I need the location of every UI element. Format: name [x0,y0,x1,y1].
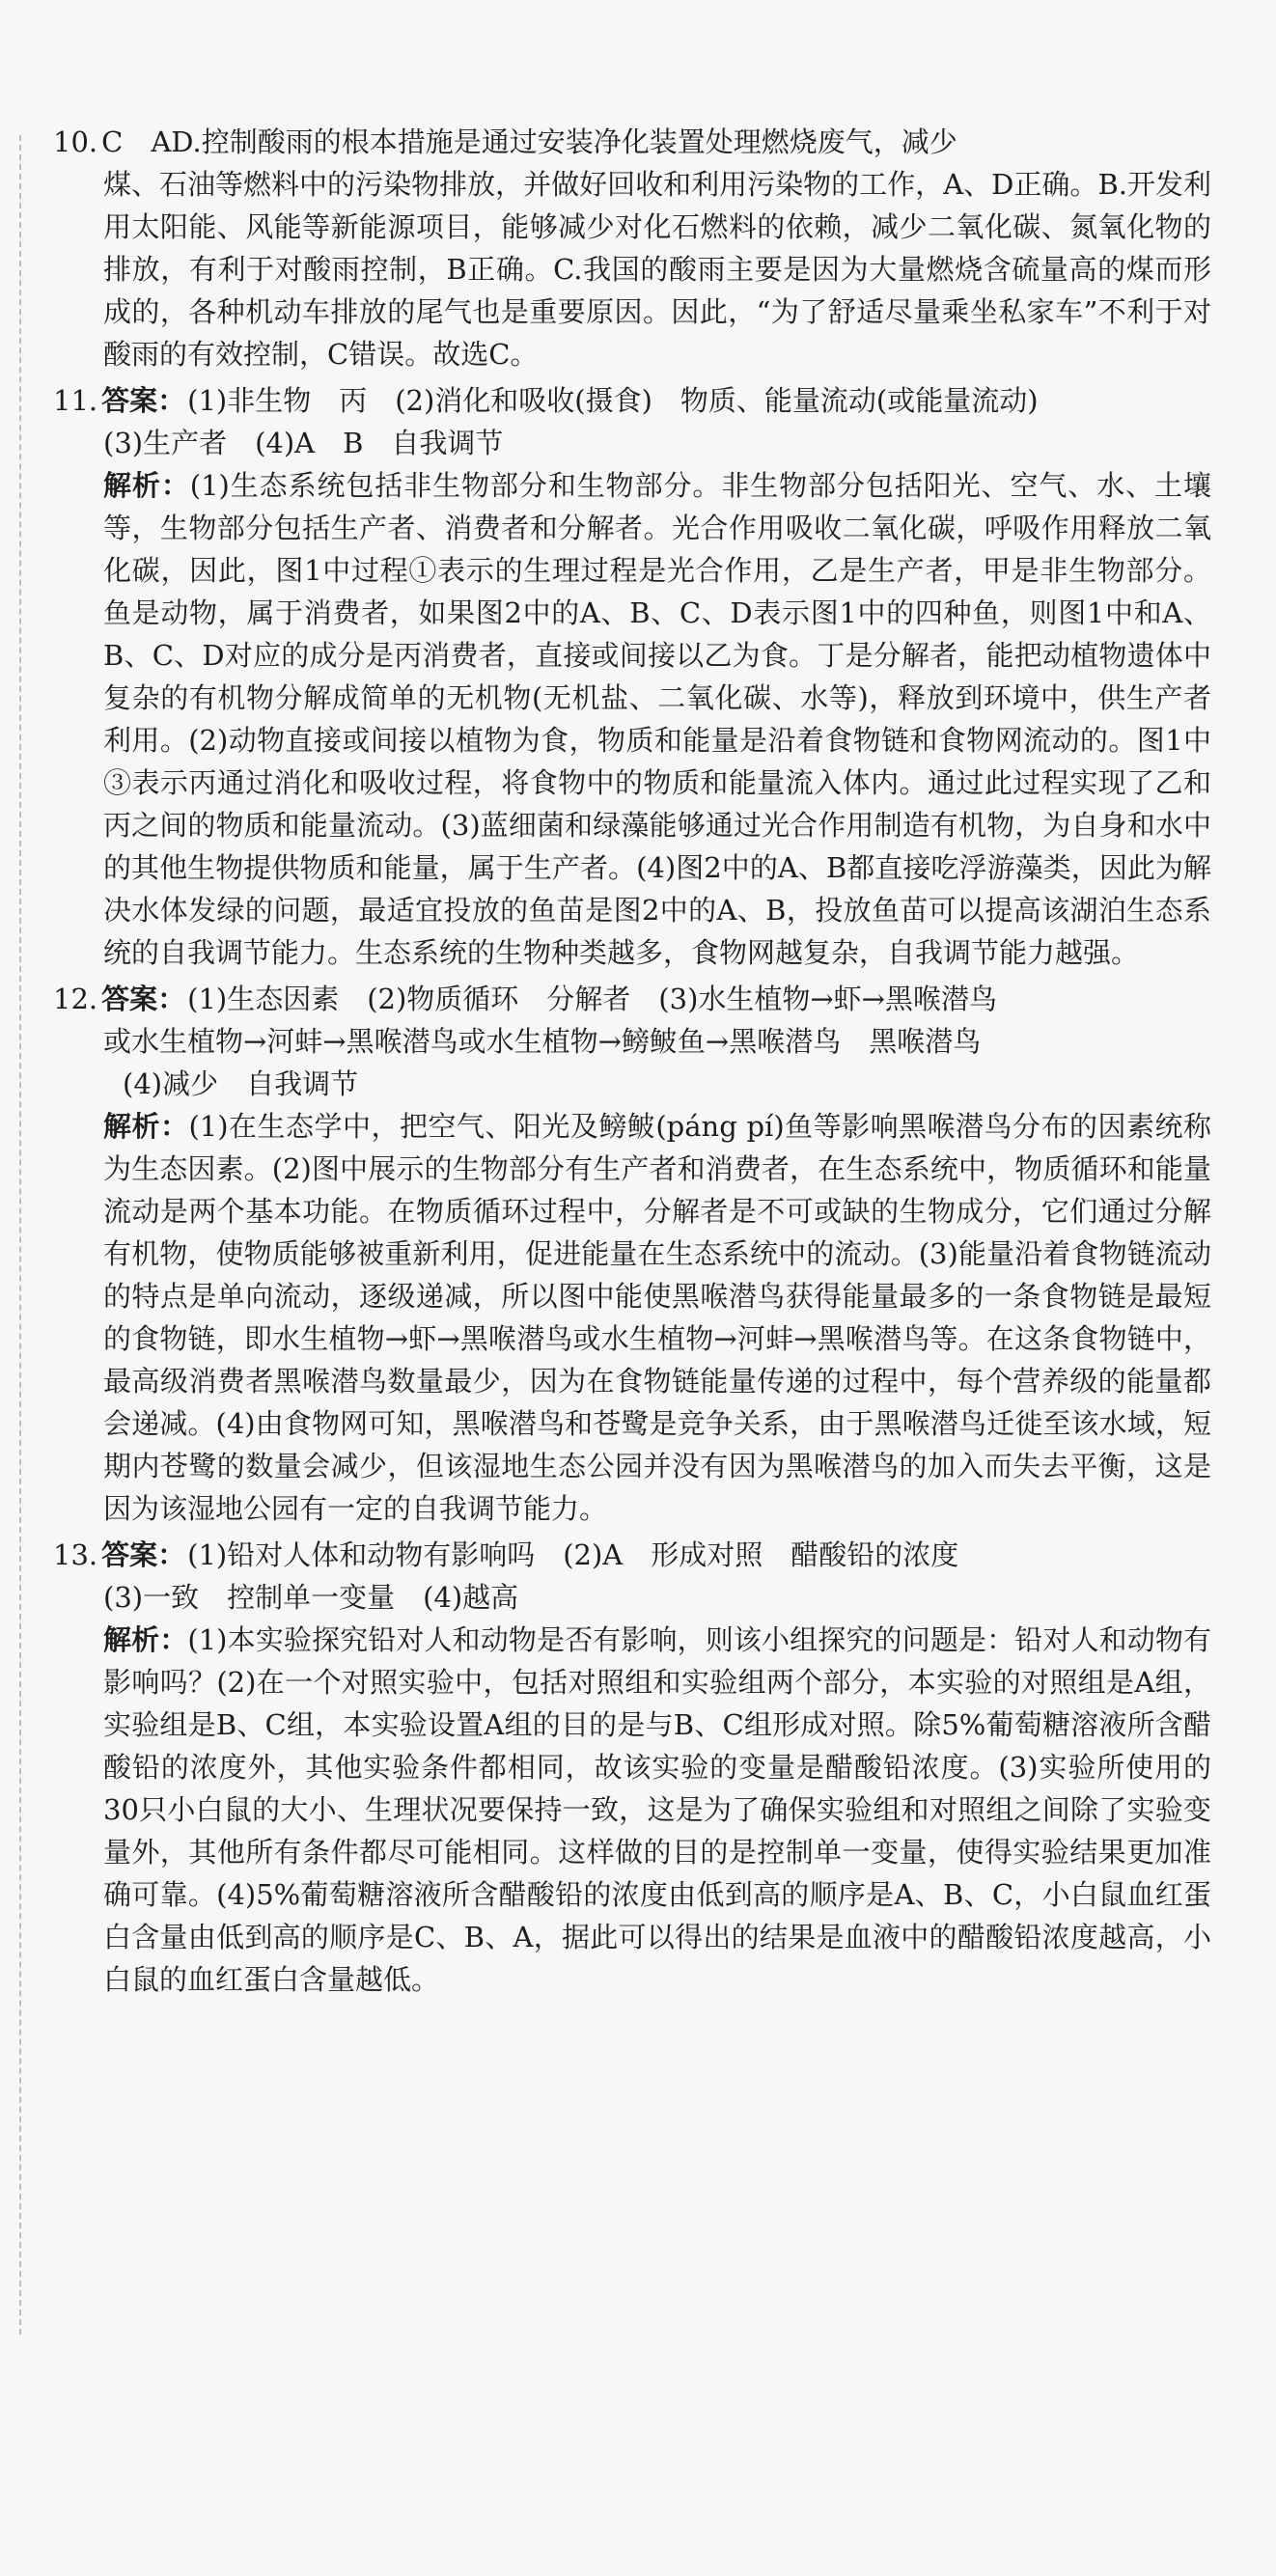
question-13-analysis [53,1619,1211,2001]
question-12-analysis [53,1105,1211,1530]
answer-text: (1)生态因素 (2)物质循环 分解者 (3)水生植物→虾→黑喉潜鸟 [187,983,997,1015]
question-10-first-line: C AD.控制酸雨的根本措施是通过安装净化装置处理燃烧废气，减少 [101,125,957,158]
answer-text-cont: (4)减少 自我调节 [123,1067,359,1100]
answer-text-cont: 或水生植物→河蚌→黑喉潜鸟或水生植物→鳑鲏鱼→黑喉潜鸟 黑喉潜鸟 [103,1025,982,1058]
question-10-head [53,121,1211,163]
analysis-text: (1)本实验探究铅对人和动物是否有影响，则该小组探究的问题是：铅对人和动物有影响吗？(2)在一个对照实验中，包括对照组和实验组两个部分，本实验的对照组是A组，实验组是B、C组，本实验设置A组的目的是与B、C组形成对照。除5%葡萄糖溶液所含醋酸铅的浓度外，其他实验条件都相同，故该实验的变量是醋酸铅浓度。(3)实验所使用的30只小白鼠的大小、生理状况要保持一致，这是为了确保实验组和对照组之间除了实验变量外，其他所有条件都尽可能相同。这样做的目的是控制单一变量，使得实验结果更加准确可靠。(4)5%葡萄糖溶液所含醋酸铅的浓度由低到高的顺序是A、B、C，小白鼠血红蛋白含量由低到高的顺序是C、B、A，据此可以得出的结果是血液中的醋酸铅浓度越高，小白鼠的血红蛋白含量越低。 [103,1623,1211,1996]
answer-text-cont: (3)一致 控制单一变量 (4)越高 [103,1581,519,1614]
question-number: 12. [53,983,98,1015]
question-13 [53,1534,1211,2001]
answer-label: 答案： [101,983,186,1015]
question-10-explanation: 煤、石油等燃料中的污染物排放，并做好回收和利用污染物的工作，A、D正确。B.开发利用太阳能、风能等新能源项目，能够减少对化石燃料的依赖，减少二氧化碳、氮氧化物的排放，有利于对酸雨控制，B正确。C.我国的酸雨主要是因为大量燃烧含硫量高的煤而形成的，各种机动车排放的尾气也是重要原因。因此，“为了舒适尽量乘坐私家车”不利于对酸雨的有效控制，C错误。故选C。 [103,168,1211,371]
question-number: 13. [53,1538,98,1571]
question-11-answer [53,379,1211,422]
answer-text: (1)铅对人体和动物有影响吗 (2)A 形成对照 醋酸铅的浓度 [187,1538,959,1571]
question-12 [53,978,1211,1530]
question-number: 10. [53,125,98,158]
analysis-label: 解析： [103,1623,188,1656]
question-11 [53,379,1211,974]
analysis-text: (1)生态系统包括非生物部分和生物部分。非生物部分包括阳光、空气、水、土壤等，生物部分包括生产者、消费者和分解者。光合作用吸收二氧化碳，呼吸作用释放二氧化碳，因此，图1中过程①表示的生理过程是光合作用，乙是生产者，甲是非生物部分。鱼是动物，属于消费者，如果图2中的A、B、C、D表示图1中的四种鱼，则图1中和A、B、C、D对应的成分是丙消费者，直接或间接以乙为食。丁是分解者，能把动植物遗体中复杂的有机物分解成简单的无机物(无机盐、二氧化碳、水等)，释放到环境中，供生产者利用。(2)动物直接或间接以植物为食，物质和能量是沿着食物链和食物网流动的。图1中③表示丙通过消化和吸收过程，将食物中的物质和能量流入体内。通过此过程实现了乙和丙之间的物质和能量流动。(3)蓝细菌和绿藻能够通过光合作用制造有机物，为自身和水中的其他生物提供物质和能量，属于生产者。(4)图2中的A、B都直接吃浮游藻类，因此为解决水体发绿的问题，最适宜投放的鱼苗是图2中的A、B，投放鱼苗可以提高该湖泊生态系统的自我调节能力。生态系统的生物种类越多，食物网越复杂，自我调节能力越强。 [103,469,1211,969]
analysis-text: (1)在生态学中，把空气、阳光及鳑鲏(páng pí)鱼等影响黑喉潜鸟分布的因素统称为生态因素。(2)图中展示的生物部分有生产者和消费者，在生态系统中，物质循环和能量流动是两个基本功能。在物质循环过程中，分解者是不可或缺的生物成分，它们通过分解有机物，使物质能够被重新利用，促进能量在生态系统中的流动。(3)能量沿着食物链流动的特点是单向流动，逐级递减，所以图中能使黑喉潜鸟获得能量最多的一条食物链是最短的食物链，即水生植物→虾→黑喉潜鸟或水生植物→河蚌→黑喉潜鸟等。在这条食物链中，最高级消费者黑喉潜鸟数量最少，因为在食物链能量传递的过程中，每个营养级的能量都会递减。(4)由食物网可知，黑喉潜鸟和苍鹭是竞争关系，由于黑喉潜鸟迁徙至该水域，短期内苍鹭的数量会减少，但该湿地生态公园并没有因为黑喉潜鸟的加入而失去平衡，这是因为该湿地公园有一定的自我调节能力。 [103,1110,1211,1525]
answer-text-cont: (3)生产者 (4)A B 自我调节 [103,427,504,459]
question-number: 11. [53,384,98,417]
answer-text: (1)非生物 丙 (2)消化和吸收(摄食) 物质、能量流动(或能量流动) [187,384,1039,417]
answer-label: 答案： [101,1538,186,1571]
question-10 [53,121,1211,375]
question-12-answer [53,978,1211,1020]
question-11-analysis [53,464,1211,974]
analysis-label: 解析： [103,1110,189,1143]
margin-dashed-rule [19,135,21,2335]
answer-key-page [53,121,1211,2005]
question-13-answer [53,1534,1211,1576]
answer-label: 答案： [101,384,186,417]
analysis-label: 解析： [103,469,190,502]
